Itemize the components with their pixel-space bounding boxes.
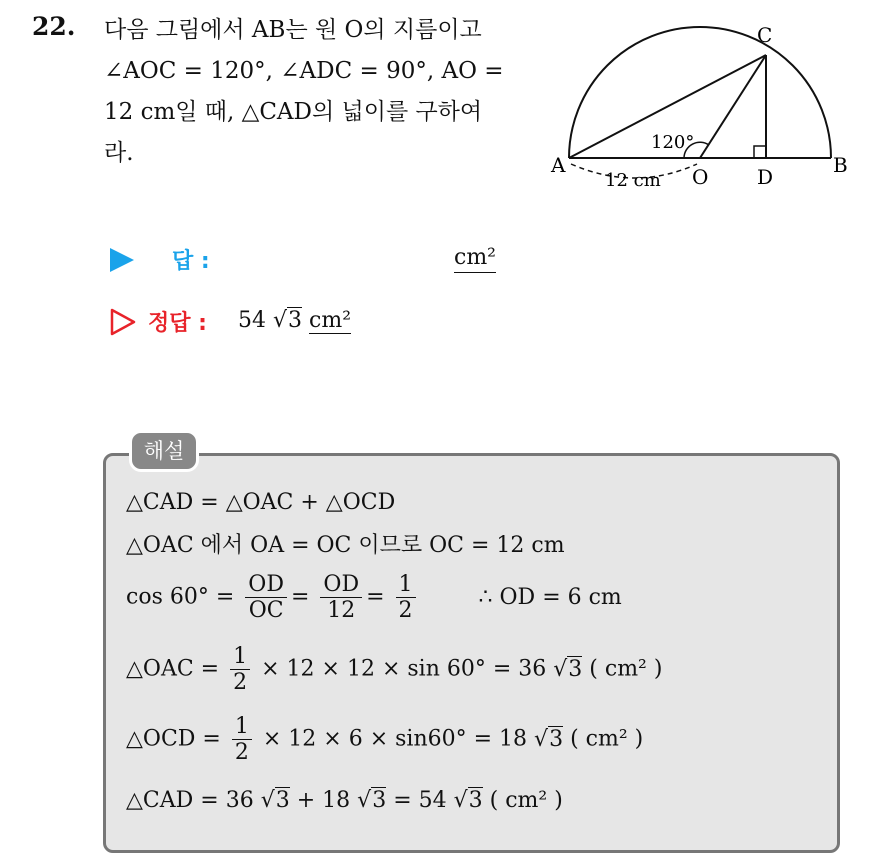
problem-line-1: 다음 그림에서 AB는 원 O의 지름이고 bbox=[104, 17, 482, 43]
ocd-lhs: △OCD = bbox=[126, 726, 221, 752]
cad-part-c: = 54 bbox=[393, 788, 447, 813]
problem-text bbox=[104, 10, 524, 174]
solution-line-5 bbox=[126, 714, 643, 765]
radicand: 3 bbox=[468, 788, 483, 813]
solution-line-6 bbox=[126, 788, 563, 813]
semicircle-diagram bbox=[545, 20, 855, 195]
sqrt-symbol: √3 bbox=[534, 726, 564, 752]
fraction-od-oc bbox=[245, 572, 287, 623]
correct-answer-label: 정답 : bbox=[148, 311, 207, 336]
sqrt-symbol: √3 bbox=[453, 788, 483, 813]
label-b: B bbox=[833, 153, 848, 177]
radicand: 3 bbox=[549, 726, 564, 752]
sqrt-symbol: √3 bbox=[357, 788, 387, 813]
answer-label: 답 : bbox=[172, 249, 210, 274]
correct-answer-row bbox=[110, 306, 510, 340]
radicand: 3 bbox=[568, 656, 583, 682]
problem-line-3: 12 cm일 때, △CAD의 넓이를 구하여 bbox=[104, 99, 483, 125]
question-number: 22. bbox=[32, 12, 76, 41]
frac-den: 2 bbox=[232, 739, 252, 765]
frac-num: 1 bbox=[398, 572, 413, 597]
fraction-od-12 bbox=[320, 572, 362, 623]
correct-answer-value bbox=[238, 306, 351, 336]
cos-lhs: cos 60° = bbox=[126, 584, 235, 610]
solution-line-3: cos 60° = $\frac{OD}{OC}$ = $\frac{OD}{12}$ = $\frac{1}{2}$ ∴ OD = 6 cm bbox=[126, 572, 622, 623]
correct-radicand: 3 bbox=[288, 308, 303, 333]
ocd-expression: × 12 × 6 × sin60° = 18 bbox=[262, 726, 528, 752]
fraction-half bbox=[232, 714, 252, 765]
correct-coef: 54 bbox=[238, 308, 266, 333]
length-label: 12 cm bbox=[605, 170, 661, 191]
frac-num: 1 bbox=[233, 644, 248, 669]
oac-unit: ( cm² ) bbox=[589, 656, 663, 682]
frac-num: OD bbox=[323, 572, 360, 597]
frac-num: 1 bbox=[234, 714, 249, 739]
radicand: 3 bbox=[275, 788, 290, 813]
frac-den: 2 bbox=[230, 669, 250, 695]
segment-oc bbox=[700, 55, 766, 158]
cad-part-b: + 18 bbox=[296, 788, 351, 813]
solution-line-4 bbox=[126, 644, 662, 695]
frac-num: OD bbox=[248, 572, 284, 597]
sqrt-symbol: √3 bbox=[553, 656, 583, 682]
fraction-half bbox=[396, 572, 416, 623]
ocd-unit: ( cm² ) bbox=[570, 726, 644, 752]
label-o: O bbox=[692, 165, 709, 189]
problem-line-4: 라. bbox=[104, 140, 134, 166]
cad-part-a: △CAD = 36 bbox=[126, 788, 254, 813]
oac-expression: × 12 × 12 × sin 60° = 36 bbox=[261, 656, 547, 682]
right-angle-mark bbox=[754, 146, 766, 158]
correct-unit: cm² bbox=[309, 308, 352, 333]
label-d: D bbox=[757, 165, 774, 189]
label-a: A bbox=[551, 153, 566, 177]
fraction-half bbox=[230, 644, 250, 695]
problem-line-2: ∠AOC = 120°, ∠ADC = 90°, AO = bbox=[104, 58, 504, 84]
answer-unit: cm² bbox=[454, 244, 496, 273]
frac-den: OC bbox=[245, 597, 287, 623]
play-triangle-icon bbox=[110, 248, 134, 272]
solution-tag: 해설 bbox=[129, 430, 199, 472]
sqrt-symbol: √3 bbox=[260, 788, 290, 813]
outline-triangle-icon bbox=[110, 308, 136, 336]
oac-lhs: △OAC = bbox=[126, 656, 220, 682]
angle-label: 120° bbox=[651, 132, 695, 153]
cad-unit: ( cm² ) bbox=[489, 788, 563, 813]
frac-den: 12 bbox=[320, 597, 362, 623]
frac-den: 2 bbox=[396, 597, 416, 623]
radicand: 3 bbox=[372, 788, 387, 813]
therefore-conclusion: ∴ OD = 6 cm bbox=[478, 584, 622, 610]
answer-row bbox=[110, 244, 530, 278]
sqrt-symbol: √3 bbox=[273, 308, 303, 333]
label-c: C bbox=[757, 23, 773, 47]
solution-line-1: △CAD = △OAC + △OCD bbox=[126, 490, 396, 515]
solution-line-2: △OAC 에서 OA = OC 이므로 OC = 12 cm bbox=[126, 533, 565, 558]
